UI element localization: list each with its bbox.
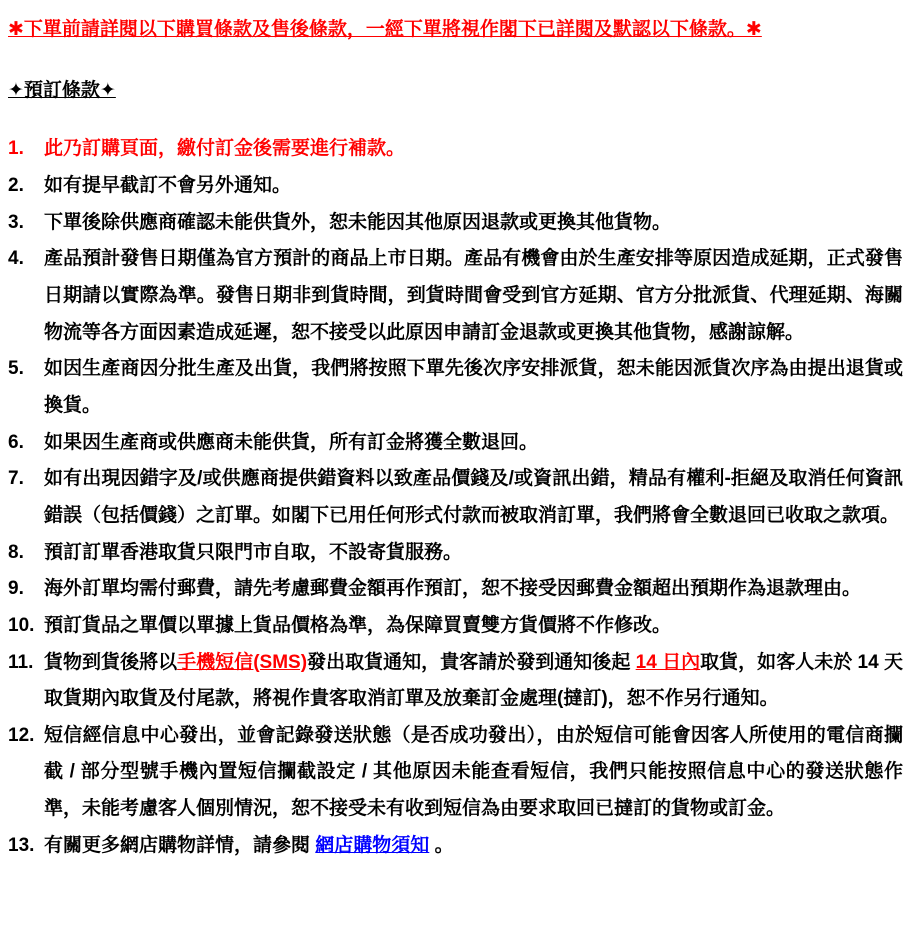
term-segment: 取貨，如客人未於 14 天取貨期內取貨及付尾款，將視作貴客取消訂單及放棄訂金處理(撻訂)，恕不作另行通知。	[44, 651, 903, 710]
term-number: 8.	[8, 541, 24, 563]
term-number: 12.	[8, 724, 35, 746]
term-segment: 此乃訂購頁面，繳付訂金後需要進行補款。	[44, 138, 406, 160]
term-number: 6.	[8, 431, 24, 453]
term-number: 11.	[8, 651, 34, 673]
term-text	[44, 608, 903, 645]
term-number: 13.	[8, 834, 35, 856]
term-segment: 預訂貨品之單價以單據上貨品價格為準，為保障買賣雙方貨價將不作修改。	[44, 614, 672, 636]
term-text	[44, 645, 903, 718]
term-item-4	[8, 241, 903, 351]
term-text	[44, 535, 903, 572]
term-text	[44, 461, 903, 534]
term-item-6	[8, 425, 903, 462]
term-number: 4.	[8, 248, 24, 270]
term-item-8	[8, 535, 903, 572]
preorder-terms-title: ✦預訂條款✦	[8, 79, 116, 101]
term-item-1	[8, 131, 903, 168]
term-segment: 。	[429, 834, 454, 856]
term-segment: 預訂訂單香港取貨只限門市自取，不設寄貨服務。	[44, 541, 463, 563]
term-text	[44, 205, 903, 242]
term-segment: 產品預計發售日期僅為官方預計的商品上市日期。產品有機會由於生產安排等原因造成延期，正式發售日期請以實際為準。發售日期非到貨時間，到貨時間會受到官方延期、官方分批派貨、代理延期、海關物流等各方面因素造成延遲，恕不接受以此原因申請訂金退款或更換其他貨物，感謝諒解。	[44, 248, 903, 343]
term-segment: 下單後除供應商確認未能供貨外，恕未能因其他原因退款或更換其他貨物。	[44, 211, 672, 233]
term-number: 10.	[8, 614, 35, 636]
term-number: 9.	[8, 578, 24, 600]
term-number: 2.	[8, 174, 24, 196]
term-text	[44, 351, 903, 424]
term-number: 7.	[8, 468, 24, 490]
term-item-10	[8, 608, 903, 645]
term-item-9	[8, 571, 903, 608]
term-text	[44, 241, 903, 351]
term-item-7	[8, 461, 903, 534]
term-number: 3.	[8, 211, 24, 233]
term-item-3	[8, 205, 903, 242]
term-text	[44, 571, 903, 608]
term-segment: 如有提早截訂不會另外通知。	[44, 174, 292, 196]
term-text	[44, 168, 903, 205]
term-text	[44, 131, 903, 168]
purchase-notice-header: ✱下單前請詳閱以下購買條款及售後條款，一經下單將視作閣下已詳閱及默認以下條款。✱	[8, 19, 762, 40]
term-item-13	[8, 828, 903, 865]
term-segment: 如果因生產商或供應商未能供貨，所有訂金將獲全數退回。	[44, 431, 539, 453]
term-segment: 短信經信息中心發出，並會記錄發送狀態（是否成功發出），由於短信可能會因客人所使用的電信商攔截 / 部分型號手機內置短信攔截設定 / 其他原因未能查看短信，我們只能按照信息中心的發送狀態作準，未能考慮客人個別情況，恕不接受未有收到短信為由要求取回已撻訂的貨物或訂金。	[44, 724, 903, 820]
store-shopping-notice-link[interactable]: 網店購物須知	[315, 834, 430, 856]
term-item-2	[8, 168, 903, 205]
term-item-12	[8, 718, 903, 828]
term-segment: 貨物到貨後將以	[44, 651, 178, 673]
highlighted-text: 手機短信(SMS)	[177, 651, 308, 673]
highlighted-text: 14 日內	[635, 651, 701, 673]
term-segment: 發出取貨通知，貴客請於發到通知後起	[307, 651, 636, 673]
term-segment: 有關更多網店購物詳情，請參閱	[44, 834, 316, 856]
term-text	[44, 425, 903, 462]
term-text	[44, 828, 903, 865]
term-item-5	[8, 351, 903, 424]
term-text	[44, 718, 903, 828]
term-segment: 如因生產商因分批生產及出貨，我們將按照下單先後次序安排派貨，恕未能因派貨次序為由提出退貨或換貨。	[44, 358, 903, 416]
term-item-11	[8, 645, 903, 718]
term-number: 5.	[8, 358, 24, 380]
term-segment: 海外訂單均需付郵費，請先考慮郵費金額再作預訂，恕不接受因郵費金額超出預期作為退款理由。	[44, 578, 862, 600]
term-number: 1.	[8, 138, 24, 160]
terms-list	[8, 131, 903, 864]
term-segment: 如有出現因錯字及/或供應商提供錯資料以致產品價錢及/或資訊出錯，精品有權利-拒絕及取消任何資訊錯誤（包括價錢）之訂單。如閣下已用任何形式付款而被取消訂單，我們將會全數退回已收取之款項。	[44, 468, 903, 526]
